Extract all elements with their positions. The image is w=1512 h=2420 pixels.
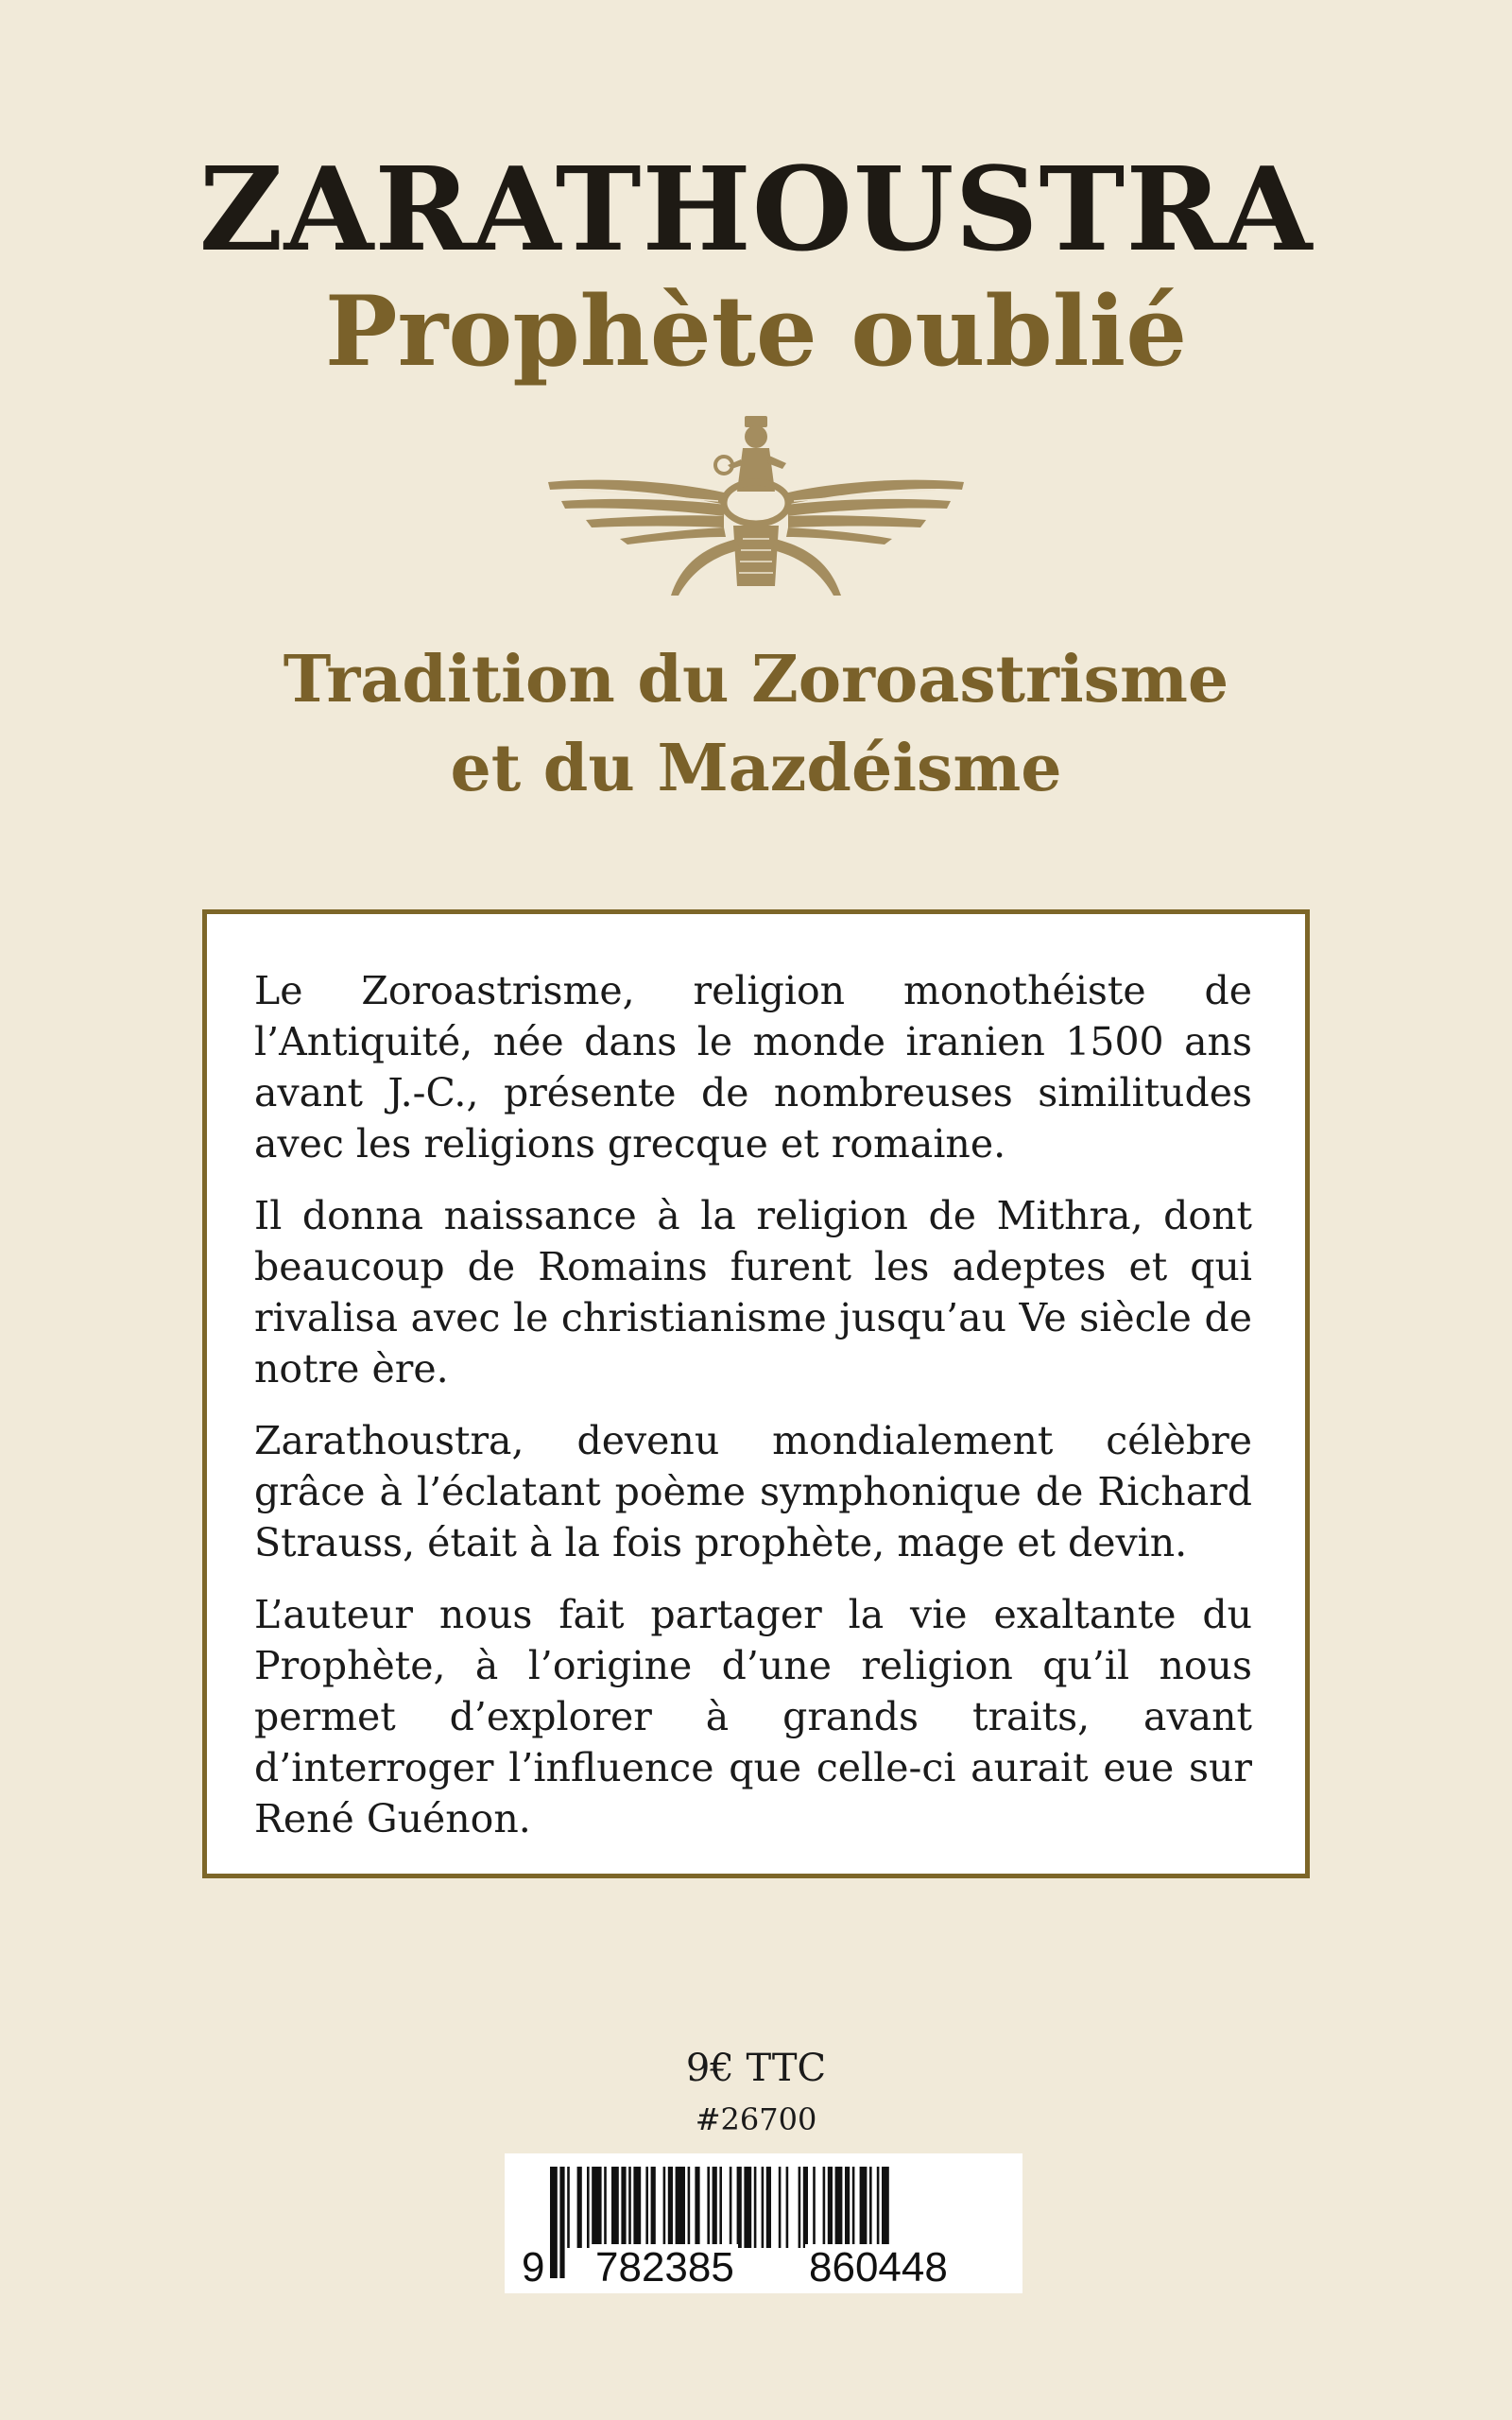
barcode-bar [835,2167,843,2248]
reference-code: #26700 [695,2101,817,2137]
tagline [0,635,1512,813]
barcode-bar [786,2167,789,2248]
blurb-paragraph: L’auteur nous fait partager la vie exaltante du Prophète, à l’origine d’une religion qu’il nous permet d’explorer à grands traits, avant d’interroger l’influence que celle-ci aurait eue sur René Guénon. [254,1592,1252,1841]
barcode-bar [628,2167,631,2248]
price-label: 9€ TTC [685,2047,827,2090]
barcode-bar [668,2167,673,2248]
barcode-bar [604,2167,607,2248]
barcode-bar [828,2167,833,2248]
barcode-bar [676,2167,685,2248]
barcode-bar [663,2167,666,2248]
barcode-bar [713,2167,717,2248]
tagline-line-2: et du Mazdéisme [450,731,1062,806]
barcode-bar [799,2167,801,2248]
barcode-bar [688,2167,691,2248]
barcode-digit-group-1: 782385 [592,2244,738,2291]
barcode-digit-prefix: 9 [518,2244,548,2291]
barcode-bar [611,2167,619,2248]
faravahar-icon [539,406,973,614]
barcode-bar [813,2167,816,2248]
barcode-digits [505,2244,1022,2291]
barcode-bar [860,2167,868,2248]
barcode-bar [762,2167,765,2248]
barcode-bar [695,2167,699,2248]
barcode-bar [845,2167,850,2248]
barcode-bar [754,2167,757,2248]
book-subtitle: Prophète oublié [324,275,1188,389]
barcode-bar [737,2167,742,2248]
barcode-bar [645,2167,648,2248]
barcode-bar [744,2167,751,2248]
barcode-bar [803,2167,808,2248]
book-title: ZARATHOUSTRA [198,141,1314,277]
barcode-bar [869,2167,872,2248]
barcode-bar [852,2167,855,2248]
barcode-bar [567,2167,570,2248]
barcode-bar [587,2167,590,2248]
barcode-bar [779,2167,782,2248]
tagline-line-1: Tradition du Zoroastrisme [283,642,1229,717]
barcode-digit-group-2: 860448 [805,2244,952,2291]
barcode-bar [621,2167,626,2248]
blurb-paragraph: Il donna naissance à la religion de Mithra, dont beaucoup de Romains furent les adeptes et qui rivalisa avec le christianisme jusqu’au Ve siècle de notre ère. [254,1193,1252,1392]
barcode-bar [577,2167,582,2248]
isbn-barcode [505,2153,1022,2293]
barcode-bar [592,2167,601,2248]
barcode-bar [766,2167,771,2248]
blurb-frame [202,909,1310,1878]
barcode-bar [823,2167,826,2248]
barcode-bar [651,2167,656,2248]
blurb-paragraph: Le Zoroastrisme, religion monothéiste de l’Antiquité, née dans le monde iranien 1500 ans avant J.-C., présente de nombreuses similitudes avec les religions grecque et romaine. [254,968,1252,1167]
barcode-bar [707,2167,710,2248]
barcode-bar [633,2167,641,2248]
blurb-paragraph: Zarathoustra, devenu mondialement célèbre grâce à l’éclatant poème symphonique de Richard Strauss, était à la fois prophète, mage et devin. [254,1418,1252,1565]
